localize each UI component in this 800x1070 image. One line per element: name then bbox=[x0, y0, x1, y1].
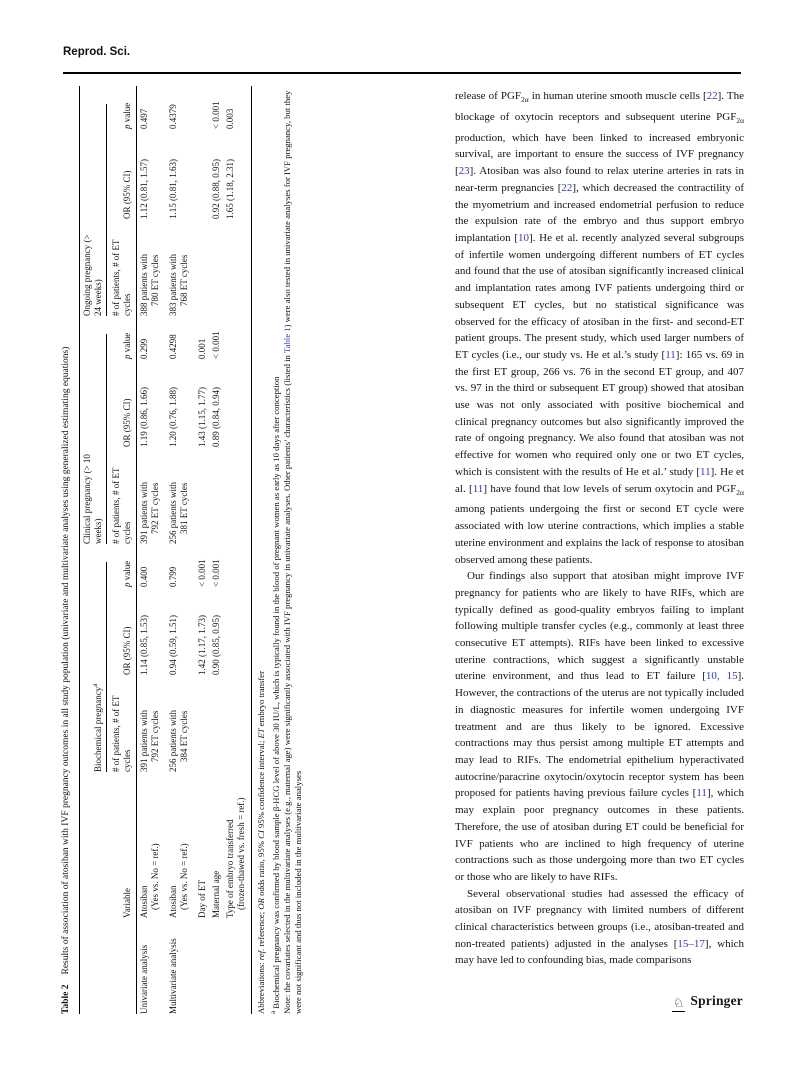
cell-patients: 391 patients with 792 ET cycles bbox=[139, 710, 160, 772]
footnote-note: Note: the covariates selected in the multivariate analyses (e.g., maternal age) were significantly associated with IVF pregnancy in univariate analyses. Other patients’ characteristics (listed in Table 1) were also tested in univariate analyses for IVF pregnancy, but they were not significant and thus not included in the multivariate analyses bbox=[282, 90, 303, 1014]
cell-or bbox=[223, 359, 252, 447]
cell-analysis bbox=[195, 918, 209, 1014]
cell-or: 1.42 (1.17, 1.73) bbox=[197, 615, 207, 675]
cell-or: 0.92 (0.88, 0.95) bbox=[211, 158, 221, 219]
cell-variable: Atosiban (Yes vs. No = ref.) bbox=[139, 843, 160, 918]
article-paragraph: Several observational studies had assessed the efficacy of atosiban on IVF pregnancy with limited numbers of different clinical characteristics between groups (i.e., atosiban-treated and non-treated patients) adjusted in the analyses [15–17], which may have led to confounding bias, made comparisons bbox=[455, 887, 745, 967]
table-row-day-of-et bbox=[195, 86, 209, 1014]
cell-or: 0.94 (0.59, 1.51) bbox=[168, 615, 178, 675]
footnote-biochemical: $^a$ Biochemical pregnancy was confirmed by blood sample β-HCG level of above 30 IU/L, which is typically found in the blood of pregnant women as early as 10 days after conception bbox=[268, 376, 281, 1014]
citation-ref[interactable]: 11 bbox=[472, 482, 484, 495]
cell-p: 0.497 bbox=[139, 108, 149, 129]
col-header-or: OR (95% CI) bbox=[109, 129, 137, 219]
cell-or: 1.12 (0.81, 1.57) bbox=[139, 158, 149, 219]
col-header-or: OR (95% CI) bbox=[109, 359, 137, 447]
sub-header-row bbox=[109, 86, 137, 1014]
cell-patients bbox=[223, 675, 252, 772]
cell-analysis: Multivariate analysis bbox=[168, 938, 178, 1014]
citation-ref[interactable]: 11 bbox=[696, 787, 707, 800]
col-header-variable: Variable bbox=[109, 772, 137, 918]
citation-ref[interactable]: 10 bbox=[518, 232, 530, 244]
cell-patients bbox=[195, 447, 209, 544]
cell-patients bbox=[223, 219, 252, 316]
cell-analysis bbox=[223, 918, 252, 1014]
table-caption-label: Table 2 bbox=[61, 984, 71, 1014]
cell-p: < 0.001 bbox=[211, 101, 221, 129]
table-row-embryo-type bbox=[223, 86, 252, 1014]
journal-running-head: Reprod. Sci. bbox=[63, 46, 131, 58]
citation-ref[interactable]: 22 bbox=[561, 181, 573, 194]
table-2 bbox=[79, 86, 252, 1014]
cell-p bbox=[195, 86, 209, 129]
cell-p: < 0.001 bbox=[197, 559, 207, 587]
table-footnotes bbox=[256, 86, 303, 1014]
cell-p: 0.001 bbox=[197, 338, 207, 359]
citation-ref[interactable]: 15–17 bbox=[677, 937, 705, 950]
citation-ref[interactable]: 11 bbox=[700, 465, 711, 478]
header-rule bbox=[63, 72, 741, 74]
cell-variable: Maternal age bbox=[211, 870, 221, 918]
citation-ref[interactable]: 23 bbox=[458, 165, 470, 178]
cell-p: 0.400 bbox=[139, 566, 149, 587]
empty-header-cell bbox=[80, 918, 110, 1014]
cell-p: 0.4379 bbox=[168, 104, 178, 129]
col-header-patients: # of patients, # of ET cycles bbox=[109, 219, 137, 316]
citation-ref[interactable]: 22 bbox=[706, 90, 718, 102]
col-header-or: OR (95% CI) bbox=[109, 587, 137, 675]
cell-analysis: Univariate analysis bbox=[139, 944, 149, 1014]
publisher-logo bbox=[455, 992, 743, 1012]
col-header-patients: # of patients, # of ET cycles bbox=[109, 675, 137, 772]
footnote-abbreviations: Abbreviations: ref. reference; OR odds ratio, 95% CI 95% confidence interval; ET embryo transfer bbox=[256, 670, 266, 1014]
empty-header-cell bbox=[80, 772, 110, 918]
cell-or: 1.19 (0.86, 1.66) bbox=[139, 386, 149, 447]
cell-or bbox=[223, 587, 252, 675]
col-header-pvalue: p value bbox=[109, 316, 137, 359]
group-title: Biochemical pregnancy$^a$ bbox=[91, 683, 103, 772]
cell-or: 1.14 (0.85, 1.53) bbox=[139, 615, 149, 675]
article-paragraph: Our findings also support that atosiban might improve IVF pregnancy for patients who are likely to have RIFs, which are typically defined as good-quality embryos failing to implant following multiple transfer cycles (e.g., commonly at least three consecutive ET attempts). RIFs have been linked to excessive uterine contractions, which suggest a significantly unstable uterine environment, and thus lead to ET failure [10, 15]. However, the contractions of the uterus are not typically included in diagnostic measures for infertile women undergoing IVF treatment and are thus likely to be ignored. Excessive contractions may thus persist among multiple ET attempts and may lead to RIFs. The endometrial epithelium hyperactivated autocrine/paracrine oxytocin/oxytocin receptor system has been proposed for patients having previous failure cycles [11], which may explain poor pregnancy outcomes in these patients. Therefore, the use of atosiban during ET could be beneficial for IVF patients who are inclined to high frequency of uterine contractions such as those undergoing more than two ET cycles or those who are likely to have RIFs. bbox=[455, 570, 745, 883]
table-caption-text: Results of association of atosiban with IVF pregnancy outcomes in all study population (univariate and multivariate analyses using generalized estimating equations) bbox=[61, 346, 71, 975]
col-header-pvalue: p value bbox=[109, 86, 137, 129]
cell-p: < 0.001 bbox=[211, 559, 221, 587]
cell-patients bbox=[223, 447, 252, 544]
cell-p bbox=[223, 316, 252, 359]
publisher-name: Springer bbox=[690, 993, 743, 1008]
group-title: Ongoing pregnancy (> 24 weeks) bbox=[82, 234, 103, 316]
citation-ref[interactable]: 10, 15 bbox=[705, 670, 738, 683]
cell-patients: 256 patients with 381 ET cycles bbox=[168, 481, 189, 544]
cell-p: 0.299 bbox=[139, 338, 149, 359]
cell-or bbox=[195, 129, 209, 219]
cell-or: 1.43 (1.15, 1.77) bbox=[197, 386, 207, 447]
group-header-biochemical bbox=[80, 544, 110, 772]
cell-variable: Day of ET bbox=[197, 880, 207, 918]
springer-horse-icon: ♘ bbox=[672, 996, 685, 1011]
col-header-patients: # of patients, # of ET cycles bbox=[109, 447, 137, 544]
cell-patients bbox=[195, 675, 209, 772]
cell-or: 1.20 (0.76, 1.88) bbox=[168, 386, 178, 447]
cell-patients bbox=[195, 219, 209, 316]
cell-or: 1.15 (0.81, 1.63) bbox=[168, 158, 178, 219]
empty-header-cell bbox=[109, 918, 137, 1014]
cell-variable: Type of embryo transferred (frozen-thawed vs. fresh = ref.) bbox=[223, 772, 252, 918]
cell-or: 0.89 (0.84, 0.94) bbox=[211, 386, 221, 447]
group-header-row bbox=[80, 86, 110, 1014]
group-title: Clinical pregnancy (> 10 weeks) bbox=[82, 454, 103, 544]
rotated-table-block bbox=[60, 86, 318, 1014]
col-header-pvalue: p value bbox=[109, 544, 137, 587]
cell-patients bbox=[209, 447, 223, 544]
table-ref[interactable]: Table 1 bbox=[282, 327, 293, 354]
cell-patients: 391 patients with 792 ET cycles bbox=[139, 481, 160, 544]
table-row-maternal-age bbox=[209, 86, 223, 1014]
cell-analysis bbox=[209, 918, 223, 1014]
cell-patients bbox=[209, 219, 223, 316]
cell-p: 0.003 bbox=[223, 86, 252, 129]
cell-patients: 388 patients with 780 ET cycles bbox=[139, 253, 160, 316]
table-caption bbox=[60, 86, 72, 1014]
cell-p: 0.799 bbox=[168, 566, 178, 587]
article-text-column bbox=[455, 88, 744, 969]
cell-patients: 256 patients with 384 ET cycles bbox=[168, 710, 189, 772]
cell-p: < 0.001 bbox=[211, 331, 221, 359]
table-row-multivariate-atosiban bbox=[166, 86, 195, 1014]
cell-or: 1.65 (1.18, 2.31) bbox=[223, 129, 252, 219]
article-paragraph: release of $PGF_{2\alpha}$ in human uterine smooth muscle cells [22]. The blockage of oxytocin receptors and subsequent uterine $PGF_{2\alpha}$ production, which have been linked to increased embryonic survival, are important to ensure the success of IVF pregnancy [23]. Atosiban was also found to relax uterine arteries in rats in near-term pregnancies [22], which decreased the contractility of the myometrium and increased endometrial perfusion to reduce the expulsion rate of the embryo and thus support embryo implantation [10]. He et al. recently analyzed several subgroups of infertile women undergoing different numbers of ET cycles and found that the use of atosiban significantly increased clinical and implantation rates among IVF patients undergoing third or subsequent ET cycles, but no statistical significance was observed for the efficacy of atosiban in the first- and second-ET patient groups. The present study, which used larger numbers of ET cycles (i.e., our study vs. He et al.’s study [11]: 165 vs. 69 in the first ET group, 266 vs. 76 in the second ET group, and 407 vs. 97 in the third or subsequent ET group) showed that atosiban use was not only associated with positive biochemical and clinical pregnancy outcomes but also significantly improved the rate of ongoing pregnancy. We also found that atosiban was not effective for women who required only one or two ET cycles, which is consistent with the results of He et al.’ study [11]. He et al. [11] have found that low levels of serum oxytocin and $PGF_{2\alpha}$ among patients undergoing the first or second ET cycle were associated with low uterine contractions, which implies a stable uterine environment and explains the lack of response to atosiban observed among these patients. bbox=[455, 90, 744, 566]
cell-p bbox=[223, 544, 252, 587]
cell-patients: 383 patients with 768 ET cycles bbox=[168, 253, 189, 316]
cell-or: 0.90 (0.85, 0.95) bbox=[211, 615, 221, 675]
citation-ref[interactable]: 11 bbox=[665, 348, 676, 361]
group-header-ongoing bbox=[80, 86, 110, 316]
cell-patients bbox=[209, 675, 223, 772]
cell-variable: Atosiban (Yes vs. No = ref.) bbox=[168, 843, 189, 918]
group-header-clinical bbox=[80, 316, 110, 544]
cell-p: 0.4298 bbox=[168, 334, 178, 359]
table-row-univariate-atosiban bbox=[137, 86, 167, 1014]
